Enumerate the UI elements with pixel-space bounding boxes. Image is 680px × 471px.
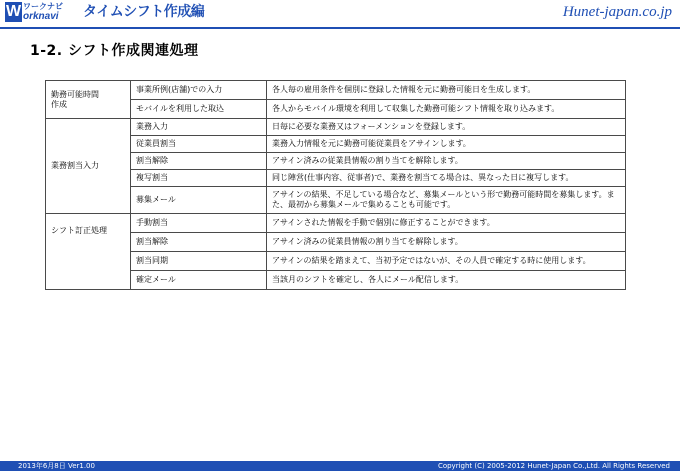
description-cell: 日毎に必要な業務又はフォーメンションを登録します。 <box>267 119 626 136</box>
function-cell: 募集メール <box>131 187 267 214</box>
function-cell: 複写割当 <box>131 170 267 187</box>
category-cell: シフト訂正処理 <box>46 214 131 290</box>
description-cell: アサイン済みの従業員情報の割り当てを解除します。 <box>267 233 626 252</box>
function-cell: 事業所例(店舗)での入力 <box>131 81 267 100</box>
function-table <box>45 80 626 290</box>
table-row <box>46 187 626 214</box>
function-cell: 割当同期 <box>131 252 267 271</box>
brand-url: Hunet-japan.co.jp <box>562 4 672 20</box>
table-row <box>46 119 626 136</box>
description-cell: アサインの結果、不足している場合など、募集メールという形で勤務可能時間を募集します。また、最初から募集メールで集めることも可能です。 <box>267 187 626 214</box>
table-row <box>46 214 626 233</box>
table-row <box>46 252 626 271</box>
category-cell: 業務割当入力 <box>46 119 131 214</box>
function-cell: 割当解除 <box>131 233 267 252</box>
footer-bar <box>0 461 680 471</box>
table-row <box>46 153 626 170</box>
logo-tagline: ワークナビ <box>23 2 63 11</box>
function-cell: 業務入力 <box>131 119 267 136</box>
description-cell: 当該月のシフトを確定し、各人にメール配信します。 <box>267 271 626 290</box>
description-cell: アサインされた情報を手動で個別に修正することができます。 <box>267 214 626 233</box>
function-cell: モバイルを利用した取込 <box>131 100 267 119</box>
description-cell: 業務入力情報を元に勤務可能従業員をアサインします。 <box>267 136 626 153</box>
description-cell: 各人毎の雇用条件を個別に登録した情報を元に勤務可能日を生成します。 <box>267 81 626 100</box>
function-cell: 手動割当 <box>131 214 267 233</box>
page-title: 1-2. シフト作成関連処理 <box>30 43 199 59</box>
table-row <box>46 170 626 187</box>
header-divider <box>0 27 680 29</box>
logo-letter: W <box>5 3 22 20</box>
logo-wordmark: orknavi <box>23 11 59 22</box>
table-row <box>46 81 626 100</box>
table-row <box>46 233 626 252</box>
description-cell: アサインの結果を踏まえて、当初予定ではないが、その人員で確定する時に使用します。 <box>267 252 626 271</box>
function-cell: 従業員割当 <box>131 136 267 153</box>
description-cell: 同じ陣営(仕事内容、従事者)で、業務を割当てる場合は、異なった日に複写します。 <box>267 170 626 187</box>
table-row <box>46 271 626 290</box>
document-series-title: タイムシフト作成編 <box>83 4 205 20</box>
description-cell: アサイン済みの従業員情報の割り当てを解除します。 <box>267 153 626 170</box>
table-row <box>46 100 626 119</box>
app-logo <box>5 2 205 24</box>
function-cell: 確定メール <box>131 271 267 290</box>
function-cell: 割当解除 <box>131 153 267 170</box>
copyright: Copyright (C) 2005-2012 Hunet-Japan Co.,Ltd. All Rights Reserved <box>437 462 670 470</box>
category-cell: 勤務可能時間 作成 <box>46 81 131 119</box>
description-cell: 各人からモバイル環境を利用して収集した勤務可能シフト情報を取り込みます。 <box>267 100 626 119</box>
version-date: 2013年6月8日 Ver1.00 <box>18 462 95 470</box>
table-row <box>46 136 626 153</box>
